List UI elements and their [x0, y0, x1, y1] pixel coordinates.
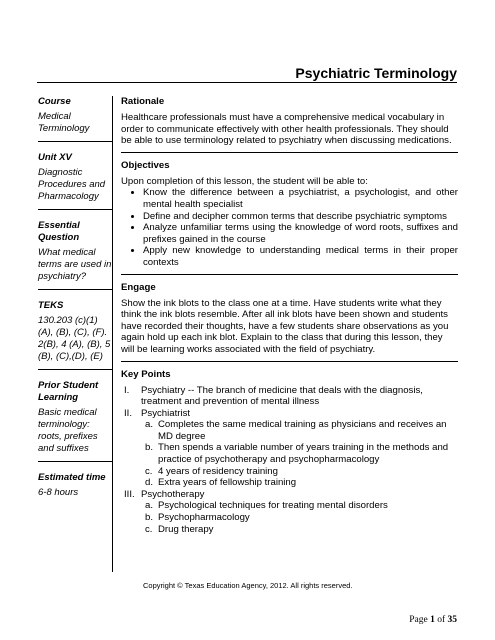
sub-number: d. [145, 477, 154, 489]
sidebar [38, 96, 112, 499]
key-point-text: Psychotherapy [141, 488, 205, 500]
sidebar-divider [38, 289, 112, 290]
page-label: Page [409, 615, 428, 625]
objectives-intro: Upon completion of this lesson, the student will be able to: [121, 175, 368, 187]
unit-heading: Unit XV [38, 152, 72, 163]
sub-text: Completes the same medical training as physicians and receives an MD degree [158, 419, 447, 442]
sidebar-divider [38, 369, 112, 370]
teks-value: 130.203 (c)(1) (A), (B), (C), (F). 2(B), 4 (A), (B), 5 (B), (C),(D), (E) [38, 315, 111, 362]
sub-text: Drug therapy [158, 523, 214, 535]
key-point-sub [145, 466, 458, 478]
key-point-text: Psychiatrist [141, 407, 191, 419]
section-divider [121, 274, 458, 275]
objective-item: • Apply new knowledge to understanding medical terms in their proper contexts [143, 245, 458, 268]
key-point-number: II. [124, 407, 132, 419]
essential-question-heading: Essential Question [38, 220, 80, 243]
page-of: of [437, 615, 446, 625]
key-point [121, 385, 458, 408]
sidebar-divider [38, 209, 112, 210]
section-divider [121, 361, 458, 362]
rationale-text: Healthcare professionals must have a comprehensive medical vocabulary in order to communicate effectively with other health professionals. They should be able to use terminology related to psychiatry when discussing medications. [121, 112, 452, 147]
prior-learning-value: Basic medical terminology: roots, prefixes and suffixes [38, 407, 98, 454]
key-points-heading: Key Points [121, 368, 171, 380]
course-heading: Course [38, 96, 71, 107]
key-point [121, 408, 458, 489]
main-content [121, 96, 458, 535]
objectives-heading: Objectives [121, 159, 170, 171]
engage-text: Show the ink blots to the class one at a time. Have students write what they think the ink blots resemble. After all ink blots have been shown and students have recorded their thoughts, have a few students share observations as you again hold up each ink blot. Explain to the class that during this lesson, they will be learning works associated with the field of psychiatry. [121, 297, 449, 355]
sub-text: Then spends a variable number of years training in the methods and practice of psychotherapy and psychopharmacology [158, 442, 449, 466]
key-point-text: Psychiatry -- The branch of medicine that deals with the diagnosis, treatment and prevention of mental illness [141, 384, 423, 408]
copyright-footer: Copyright © Texas Education Agency, 2012. All rights reserved. [143, 581, 353, 590]
sub-text: 4 years of residency training [158, 465, 278, 477]
page-total: 35 [447, 615, 457, 625]
sub-number: a. [145, 419, 154, 431]
key-point-sub [145, 419, 458, 442]
page-title: Psychiatric Terminology [295, 65, 457, 81]
course-value: Medical Terminology [38, 111, 90, 134]
objective-item: • Analyze unfamiliar terms using the knowledge of word roots, suffixes and prefixes gained in the course [143, 222, 458, 245]
sub-text: Psychopharmacology [158, 512, 250, 524]
sub-number: c. [145, 523, 153, 535]
key-point-sub [145, 524, 458, 536]
essential-question-value: What medical terms are used in psychiatry? [38, 247, 112, 282]
title-rule [37, 82, 457, 83]
sidebar-divider [38, 141, 112, 142]
page-current: 1 [430, 615, 435, 625]
objectives-list [121, 187, 458, 268]
engage-heading: Engage [121, 281, 156, 293]
page-number [409, 615, 457, 625]
key-point [121, 489, 458, 535]
key-point-number: III. [124, 488, 135, 500]
column-divider [112, 96, 113, 572]
sidebar-divider [38, 461, 112, 462]
sub-number: c. [145, 465, 153, 477]
objective-item: • Know the difference between a psychiatrist, a psychologist, and other mental health specialist [143, 187, 458, 210]
key-point-sub [145, 512, 458, 524]
key-point-sub [145, 442, 458, 465]
rationale-heading: Rationale [121, 96, 165, 107]
prior-learning-heading: Prior Student Learning [38, 380, 99, 403]
sub-text: Psychological techniques for treating mental disorders [158, 500, 388, 512]
estimated-time-heading: Estimated time [38, 472, 106, 483]
sub-number: b. [145, 442, 154, 454]
key-point-sub [145, 500, 458, 512]
unit-value: Diagnostic Procedures and Pharmacology [38, 167, 106, 202]
section-divider [121, 152, 458, 153]
teks-heading: TEKS [38, 300, 64, 311]
sub-number: b. [145, 512, 154, 524]
key-point-number: I. [124, 384, 130, 396]
key-point-sub [145, 477, 458, 489]
sub-number: a. [145, 500, 154, 512]
estimated-time-value: 6-8 hours [38, 487, 79, 498]
sub-text: Extra years of fellowship training [158, 477, 297, 489]
objective-item: • Define and decipher common terms that describe psychiatric symptoms [143, 211, 458, 223]
